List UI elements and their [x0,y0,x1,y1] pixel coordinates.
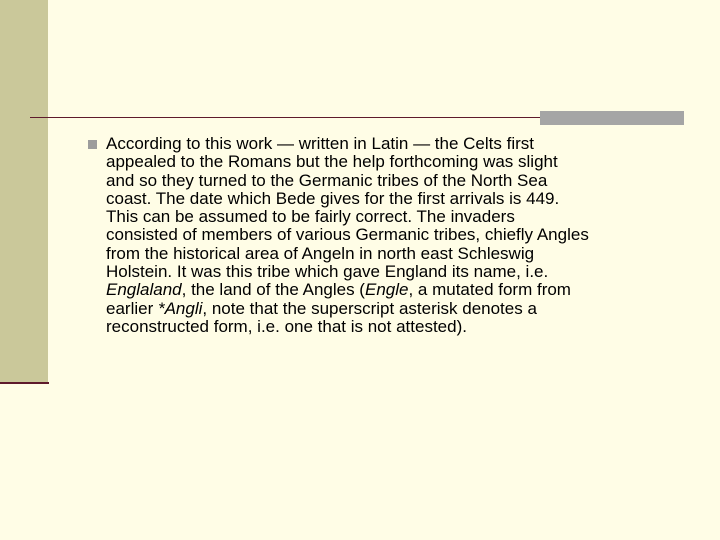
bullet-item [88,135,688,336]
title-accent-bar [540,111,684,125]
left-accent-band [0,0,48,383]
italic-term-englaland: Englaland [106,280,182,300]
text-segment: , note that the superscript asterisk denotes a reconstructed form, i.e. one that is not attested). [106,298,537,336]
slide-content [88,135,688,336]
italic-term-angli: *Angli [157,298,203,318]
text-segment: According to this work — written in Latin — the Celts first appealed to the Romans but the help forthcoming was slight and so they turned to the Germanic tribes of the North Sea coast. The date which Bede gives for the first arrivals is 449. This can be assumed to be fairly correct. The invaders consisted of members of various Germanic tribes, chiefly Angles from the historical area of Angeln in north east Schleswig Holstein. It was this tribe which gave England its name, i.e. [106,134,589,282]
italic-term-engle: Engle [364,280,409,300]
square-bullet-icon [88,140,97,149]
text-segment: , a mutated form from earlier [106,280,571,318]
bullet-text [106,135,688,336]
left-band-underline [0,382,49,384]
text-segment: , the land of the Angles ( [181,280,365,300]
